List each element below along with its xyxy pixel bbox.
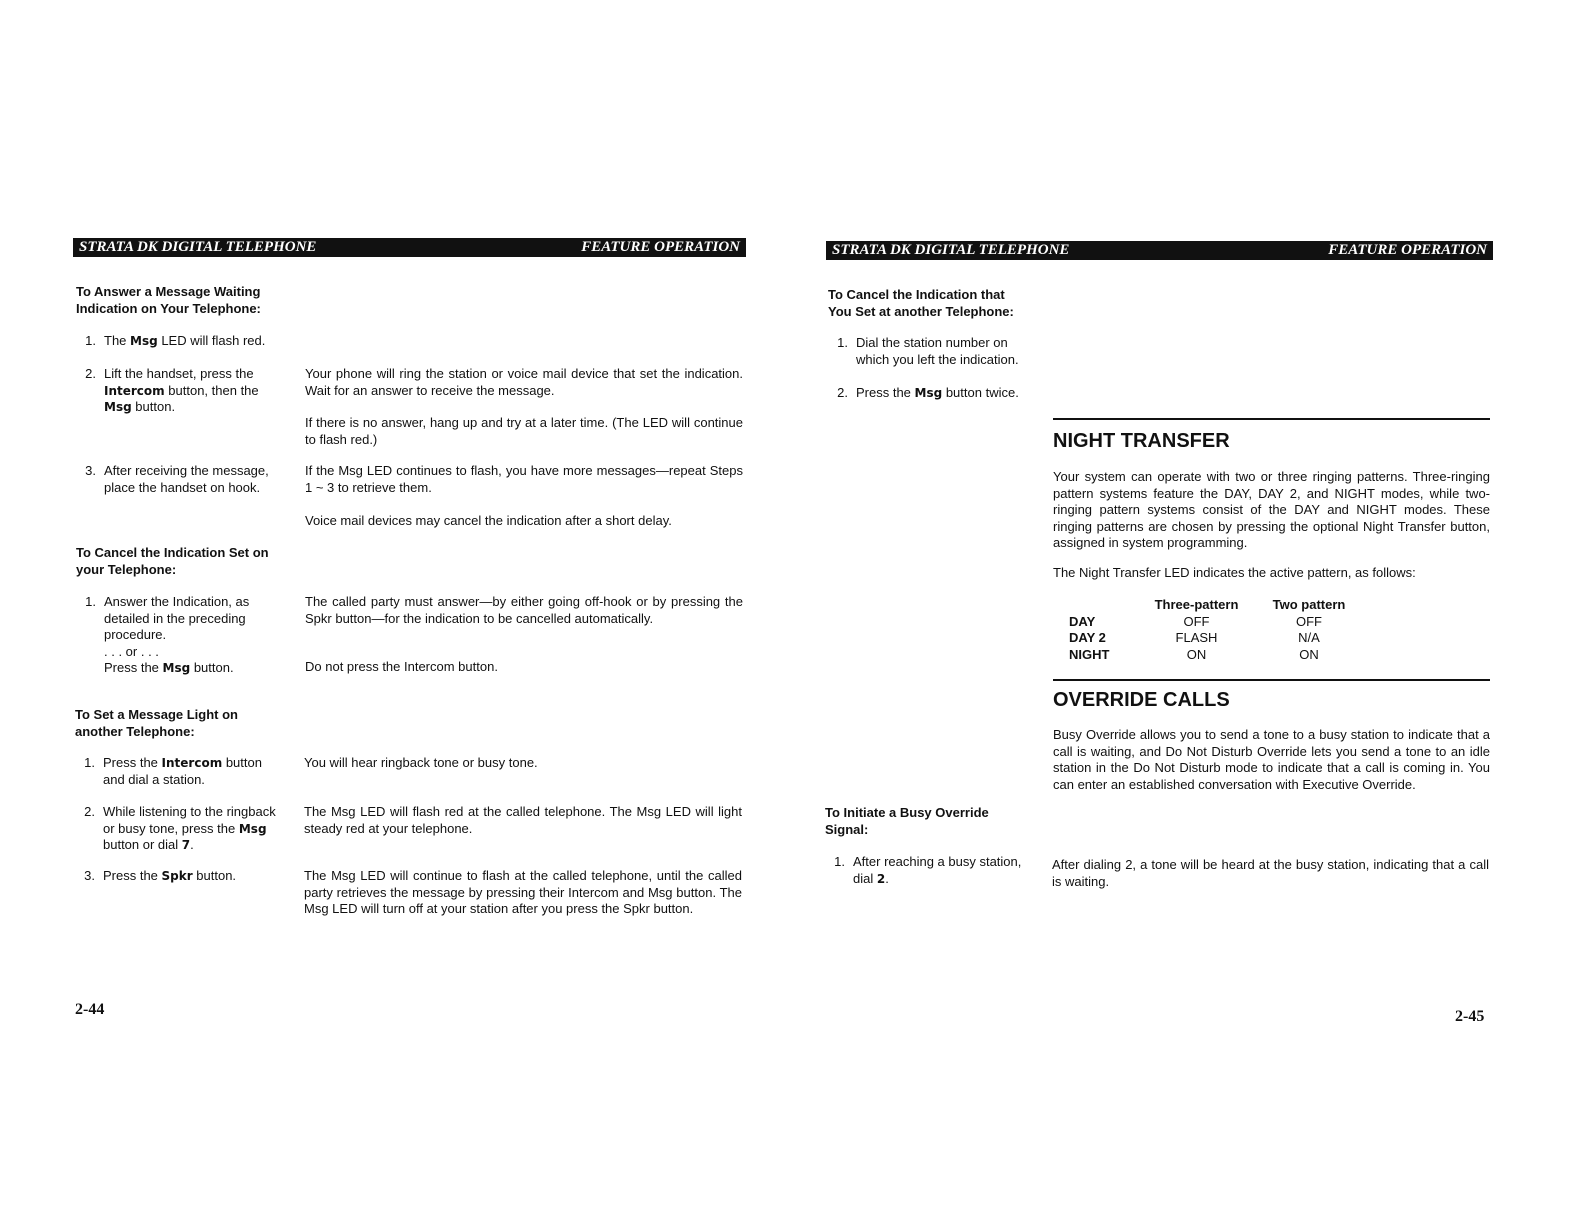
right-sec1-heading: To Cancel the Indication that You Set at another Telephone:: [828, 287, 1014, 319]
left-sec3-heading: To Set a Message Light on another Telephone:: [75, 707, 239, 739]
msg-keyword: Msg: [162, 661, 191, 675]
intercom-keyword: Intercom: [104, 383, 165, 398]
ringing-pattern-table: [1069, 597, 1364, 663]
left-header-section: FEATURE OPERATION: [581, 239, 740, 255]
left-sec2-step1-note1: The called party must answer—by either going off-hook or by pressing the Spkr button—for the indication to be cancelled automatically.: [305, 594, 743, 626]
left-header-bar: [73, 238, 746, 257]
left-sec3-step2: 2. While listening to the ringback or busy tone, press the Msg button or dial 7.: [84, 804, 276, 852]
right-sec1-step2: 2. Press the Msg button twice.: [837, 385, 1019, 400]
table-row: DAY 2 FLASH N/A: [1069, 630, 1320, 645]
left-sec1-step2-note2: If there is no answer, hang up and try at a later time. (The LED will continue to flash red.): [305, 415, 743, 447]
digit-keyword: 7: [181, 838, 191, 852]
left-sec3-step3: 3. Press the Spkr button.: [84, 868, 237, 883]
left-page-number: 2-44: [75, 1001, 105, 1018]
right-header-title: STRATA DK DIGITAL TELEPHONE: [832, 242, 1070, 258]
or-separator: . . . or . . .: [104, 643, 159, 659]
msg-keyword: Msg: [104, 400, 132, 414]
col-three-pattern: Three-pattern: [1154, 597, 1239, 612]
col-two-pattern: Two pattern: [1272, 597, 1346, 612]
right-header-section: FEATURE OPERATION: [1328, 242, 1487, 258]
night-transfer-para1: Your system can operate with two or three ringing patterns. Three-ringing pattern systems feature the DAY, DAY 2, and NIGHT modes, while two-ringing pattern systems consist of the DAY and NIGHT modes. These ringing patterns are chosen by pressing the optional Night Transfer button, assigned in system programming.: [1053, 469, 1490, 550]
left-sec3-step1-note: You will hear ringback tone or busy tone.: [304, 755, 538, 770]
right-page-number: 2-45: [1455, 1008, 1485, 1025]
left-sec3-step1: 1. Press the Intercom button and dial a station.: [84, 755, 262, 787]
left-sec1-step3: 3. After receiving the message, place the handset on hook.: [85, 463, 269, 495]
left-sec3-step3-note: The Msg LED will continue to flash at the called telephone, until the called party retrieves the message by pressing their Intercom and Msg button. The Msg LED will turn off at your station after you press the Spkr button.: [304, 868, 742, 916]
table-row: NIGHT ON ON: [1069, 646, 1319, 662]
left-sec2-heading: To Cancel the Indication Set on your Telephone:: [76, 545, 269, 577]
override-calls-para: Busy Override allows you to send a tone to a busy station to indicate that a call is waiting, and Do Not Disturb Override lets you send a tone to an idle station in the Do Not Disturb mode to indicate that a call is coming in. You can enter an established conversation with Executive Override.: [1053, 727, 1490, 792]
left-sec1-step3-note2: Voice mail devices may cancel the indication after a short delay.: [305, 513, 672, 528]
msg-keyword: Msg: [238, 821, 267, 836]
left-sec1-heading: To Answer a Message Waiting Indication on Your Telephone:: [76, 284, 261, 316]
msg-keyword: Msg: [130, 334, 158, 348]
intercom-keyword: Intercom: [161, 756, 223, 770]
night-transfer-rule: [1053, 418, 1490, 420]
right-header-bar: [826, 241, 1493, 260]
left-sec2-step1: 1. Answer the Indication, as detailed in the preceding procedure. . . . or . . . Press the Msg button.: [85, 594, 250, 675]
left-sec3-step2-note: The Msg LED will flash red at the called telephone. The Msg LED will light steady red at your telephone.: [304, 804, 742, 836]
digit-keyword: 2: [876, 871, 886, 886]
msg-keyword: Msg: [914, 386, 943, 400]
night-transfer-title: NIGHT TRANSFER: [1053, 430, 1230, 452]
night-transfer-para2: The Night Transfer LED indicates the active pattern, as follows:: [1053, 565, 1416, 580]
override-calls-rule: [1053, 679, 1490, 681]
table-header-row: [1069, 597, 1364, 614]
busy-override-step1-note: After dialing 2, a tone will be heard at the busy station, indicating that a call is waiting.: [1052, 857, 1489, 889]
left-sec1-step3-note1: If the Msg LED continues to flash, you have more messages—repeat Steps 1 ~ 3 to retrieve them.: [305, 463, 743, 495]
busy-override-heading: To Initiate a Busy Override Signal:: [825, 805, 989, 837]
left-sec1-step2: 2. Lift the handset, press the Intercom button, then the Msg button.: [85, 366, 259, 414]
right-sec1-step1: 1. Dial the station number on which you left the indication.: [837, 335, 1019, 367]
busy-override-step1: 1. After reaching a busy station, dial 2.: [834, 854, 1022, 886]
table-row: DAY OFF OFF: [1069, 613, 1322, 629]
left-sec2-step1-note2: Do not press the Intercom button.: [305, 659, 498, 674]
left-header-title: STRATA DK DIGITAL TELEPHONE: [79, 239, 317, 255]
override-calls-title: OVERRIDE CALLS: [1053, 689, 1230, 711]
left-sec1-step2-note1: Your phone will ring the station or voice mail device that set the indication. Wait for an answer to receive the message.: [305, 366, 743, 398]
spkr-keyword: Spkr: [161, 869, 193, 883]
left-sec1-step1: 1. The Msg LED will flash red.: [85, 333, 266, 348]
